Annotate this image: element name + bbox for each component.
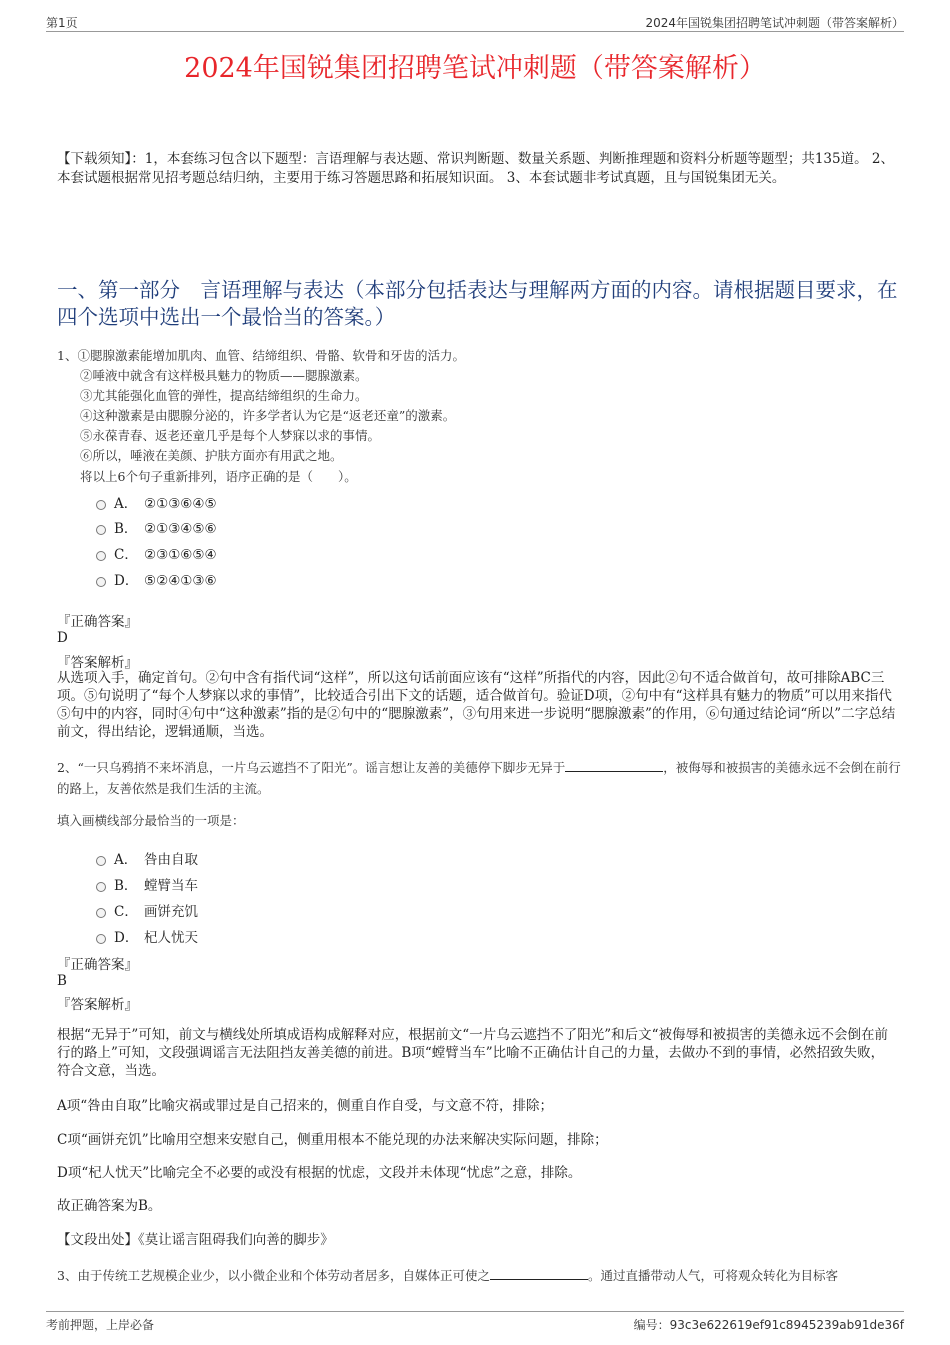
radio-icon[interactable]: [96, 856, 106, 866]
q1-option-c[interactable]: C． ②③①⑥⑤④: [96, 543, 217, 563]
q2-source: 【文段出处】《莫让谣言阻碍我们向善的脚步》: [57, 1232, 334, 1248]
page-title: 2024年国锐集团招聘笔试冲刺题（带答案解析）: [184, 53, 766, 84]
q1-option-b[interactable]: B． ②①③④⑤⑥: [96, 517, 217, 537]
footer-code: 编号：93c3e622619ef91c8945239ab91de36f: [633, 1318, 904, 1332]
q2-analysis-p5: 故正确答案为B。: [57, 1198, 162, 1214]
q3-stem: 3、由于传统工艺规模企业少，以小微企业和个体劳动者居多，自媒体正可使之 。通过直播带动人气，可将观众转化为目标客: [57, 1268, 838, 1283]
q1-line-3: ③尤其能强化血管的弹性，提高结缔组织的生命力。: [80, 388, 368, 403]
footer-slogan: 考前押题，上岸必备: [46, 1318, 155, 1332]
page-number: 第1页: [46, 16, 78, 30]
q1-analysis-label: 『答案解析』: [57, 655, 138, 671]
q2-analysis-p4: D项“杞人忧天”比喻完全不必要的或没有根据的忧虑，文段并未体现“忧虑”之意，排除。: [57, 1165, 582, 1181]
q1-line-2: ②唾液中就含有这样极具魅力的物质——腮腺激素。: [80, 368, 368, 383]
radio-icon[interactable]: [96, 500, 106, 510]
q2-option-b[interactable]: B． 螳臂当车: [96, 874, 198, 894]
radio-icon[interactable]: [96, 525, 106, 535]
q2-option-d[interactable]: D． 杞人忧天: [96, 926, 198, 946]
q2-analysis-p2: A项“咎由自取”比喻灾祸或罪过是自己招来的，侧重自作自受，与文意不符，排除；: [57, 1098, 554, 1114]
header-doc-title: 2024年国锐集团招聘笔试冲刺题（带答案解析）: [645, 16, 904, 30]
q2-prompt: 填入画横线部分最恰当的一项是：: [57, 813, 245, 828]
q3-blank: [490, 1267, 588, 1280]
q2-stem: 2、“一只乌鸦捎不来坏消息，一片乌云遮挡不了阳光”。谣言想让友善的美德停下脚步无异于 ，被侮辱和被损害的美德永远不会倒在前行的路上，友善依然是我们生活的主流。: [57, 760, 901, 796]
q2-analysis-label: 『答案解析』: [57, 997, 138, 1013]
footer-divider: [46, 1311, 904, 1312]
q2-answer: B: [57, 973, 67, 989]
q2-analysis-p1: 根据“无异于”可知，前文与横线处所填成语构成解释对应，根据前文“一片乌云遮挡不了阳光”和后文“被侮辱和被损害的美德永远不会倒在前行的路上”可知，文段强调谣言无法阻挡友善美德的前进。B项“螳臂当车”比喻不正确估计自己的力量，去做办不到的事情，必然招致失败，符合文意，当选。: [57, 1027, 889, 1079]
q1-answer-label: 『正确答案』: [57, 614, 138, 630]
q1-line-5: ⑤永葆青春、返老还童几乎是每个人梦寐以求的事情。: [80, 428, 381, 443]
q1-prompt: 将以上6个句子重新排列，语序正确的是（ ）。: [80, 469, 357, 484]
q2-analysis-p3: C项“画饼充饥”比喻用空想来安慰自己，侧重用根本不能兑现的办法来解决实际问题，排除；: [57, 1132, 608, 1148]
q2-answer-label: 『正确答案』: [57, 957, 138, 973]
radio-icon[interactable]: [96, 908, 106, 918]
radio-icon[interactable]: [96, 882, 106, 892]
download-notice: 【下载须知】：1，本套练习包含以下题型：言语理解与表达题、常识判断题、数量关系题、判断推理题和资料分析题等题型；共135道。 2、本套试题根据常见招考题总结归纳，主要用于练习答题思路和拓展知识面。 3、本套试题非考试真题，且与国锐集团无关。: [57, 151, 894, 186]
q1-line-1: 1、①腮腺激素能增加肌肉、血管、结缔组织、骨骼、软骨和牙齿的活力。: [57, 348, 465, 363]
section-heading: 一、第一部分 言语理解与表达（本部分包括表达与理解两方面的内容。请根据题目要求，在四个选项中选出一个最恰当的答案。）: [57, 278, 898, 329]
q1-line-6: ⑥所以，唾液在美颜、护肤方面亦有用武之地。: [80, 448, 343, 463]
q2-option-c[interactable]: C． 画饼充饥: [96, 900, 198, 920]
radio-icon[interactable]: [96, 551, 106, 561]
radio-icon[interactable]: [96, 577, 106, 587]
header-divider: [46, 31, 904, 32]
q1-option-a[interactable]: A． ②①③⑥④⑤: [96, 492, 217, 512]
radio-icon[interactable]: [96, 934, 106, 944]
q2-option-a[interactable]: A． 咎由自取: [96, 848, 198, 868]
q2-blank: [565, 759, 663, 772]
q1-line-4: ④这种激素是由腮腺分泌的，许多学者认为它是“返老还童”的激素。: [80, 408, 456, 423]
q1-answer: D: [57, 630, 68, 646]
q1-analysis: 从选项入手，确定首句。②句中含有指代词“这样”，所以这句话前面应该有“这样”所指代的内容，因此②句不适合做首句，故可排除ABC三项。⑤句说明了“每个人梦寐以求的事情”，比较适合引出下文的话题，适合做首句。验证D项，②句中有“这样具有魅力的物质”可以用来指代⑤句中的内容，同时④句中“这种激素”指的是②句中的“腮腺激素”，③句用来进一步说明“腮腺激素”的作用，⑥句通过结论词“所以”二字总结前文，得出结论，逻辑通顺，当选。: [57, 670, 896, 740]
q1-option-d[interactable]: D． ⑤②④①③⑥: [96, 569, 217, 589]
